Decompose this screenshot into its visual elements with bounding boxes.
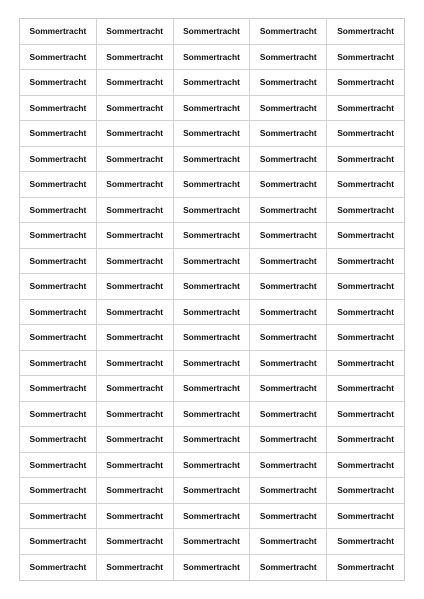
label-cell: Sommertracht [250,223,327,249]
label-cell: Sommertracht [20,249,97,275]
label-cell: Sommertracht [327,325,404,351]
label-cell: Sommertracht [20,172,97,198]
label-sheet [19,18,405,581]
label-cell: Sommertracht [174,249,251,275]
label-cell: Sommertracht [20,376,97,402]
label-cell: Sommertracht [250,249,327,275]
label-cell: Sommertracht [97,504,174,530]
label-cell: Sommertracht [20,351,97,377]
label-cell: Sommertracht [174,274,251,300]
label-cell: Sommertracht [97,376,174,402]
label-cell: Sommertracht [20,147,97,173]
label-cell: Sommertracht [327,172,404,198]
label-cell: Sommertracht [174,453,251,479]
label-cell: Sommertracht [250,274,327,300]
label-cell: Sommertracht [174,147,251,173]
label-cell: Sommertracht [97,351,174,377]
label-cell: Sommertracht [97,300,174,326]
label-cell: Sommertracht [20,427,97,453]
label-cell: Sommertracht [97,453,174,479]
label-cell: Sommertracht [250,351,327,377]
label-cell: Sommertracht [327,223,404,249]
label-cell: Sommertracht [174,198,251,224]
label-cell: Sommertracht [250,402,327,428]
label-cell: Sommertracht [174,351,251,377]
label-cell: Sommertracht [327,376,404,402]
label-cell: Sommertracht [20,19,97,45]
label-cell: Sommertracht [174,70,251,96]
label-cell: Sommertracht [97,274,174,300]
label-cell: Sommertracht [327,19,404,45]
label-cell: Sommertracht [250,427,327,453]
label-cell: Sommertracht [20,529,97,555]
label-cell: Sommertracht [174,427,251,453]
label-cell: Sommertracht [250,147,327,173]
label-cell: Sommertracht [20,300,97,326]
label-cell: Sommertracht [250,453,327,479]
label-cell: Sommertracht [174,478,251,504]
label-cell: Sommertracht [327,121,404,147]
label-cell: Sommertracht [250,70,327,96]
label-cell: Sommertracht [174,300,251,326]
label-cell: Sommertracht [174,172,251,198]
label-cell: Sommertracht [250,198,327,224]
label-cell: Sommertracht [20,70,97,96]
label-cell: Sommertracht [97,555,174,581]
label-cell: Sommertracht [250,45,327,71]
label-cell: Sommertracht [174,529,251,555]
label-cell: Sommertracht [250,325,327,351]
label-cell: Sommertracht [250,96,327,122]
label-cell: Sommertracht [20,453,97,479]
label-cell: Sommertracht [250,172,327,198]
label-cell: Sommertracht [174,555,251,581]
label-cell: Sommertracht [97,249,174,275]
label-cell: Sommertracht [20,504,97,530]
label-cell: Sommertracht [97,19,174,45]
label-cell: Sommertracht [327,478,404,504]
label-cell: Sommertracht [97,121,174,147]
label-cell: Sommertracht [327,504,404,530]
label-cell: Sommertracht [174,402,251,428]
label-cell: Sommertracht [20,402,97,428]
label-cell: Sommertracht [20,198,97,224]
label-cell: Sommertracht [97,427,174,453]
label-cell: Sommertracht [250,555,327,581]
label-cell: Sommertracht [327,198,404,224]
label-cell: Sommertracht [20,96,97,122]
label-cell: Sommertracht [174,121,251,147]
label-cell: Sommertracht [20,325,97,351]
label-cell: Sommertracht [327,453,404,479]
label-cell: Sommertracht [174,223,251,249]
label-cell: Sommertracht [20,223,97,249]
label-cell: Sommertracht [97,70,174,96]
label-cell: Sommertracht [250,478,327,504]
label-cell: Sommertracht [97,223,174,249]
label-cell: Sommertracht [20,274,97,300]
label-cell: Sommertracht [20,478,97,504]
label-cell: Sommertracht [174,504,251,530]
label-cell: Sommertracht [327,96,404,122]
label-cell: Sommertracht [337,562,394,573]
label-cell: Sommertracht [327,402,404,428]
label-cell: Sommertracht [327,147,404,173]
label-cell: Sommertracht [97,172,174,198]
label-cell: Sommertracht [20,555,97,581]
label-cell: Sommertracht [174,325,251,351]
label-cell: Sommertracht [250,300,327,326]
label-cell: Sommertracht [327,45,404,71]
label-cell: Sommertracht [250,19,327,45]
label-cell: Sommertracht [327,274,404,300]
label-cell: Sommertracht [97,198,174,224]
label-cell: Sommertracht [174,96,251,122]
label-cell: Sommertracht [327,529,404,555]
label-cell: Sommertracht [327,70,404,96]
label-cell: Sommertracht [174,19,251,45]
label-cell: Sommertracht [327,300,404,326]
label-cell: Sommertracht [250,376,327,402]
label-cell: Sommertracht [97,478,174,504]
label-cell: Sommertracht [250,504,327,530]
label-cell: Sommertracht [327,249,404,275]
label-cell: Sommertracht [97,147,174,173]
label-cell: Sommertracht [250,121,327,147]
label-cell: Sommertracht [327,427,404,453]
label-cell: Sommertracht [174,45,251,71]
label-cell: Sommertracht [97,325,174,351]
label-cell: Sommertracht [174,376,251,402]
label-cell: Sommertracht [97,529,174,555]
label-cell: Sommertracht [20,121,97,147]
label-cell: Sommertracht [327,351,404,377]
label-cell: Sommertracht [97,402,174,428]
label-cell: Sommertracht [250,529,327,555]
label-cell: Sommertracht [20,45,97,71]
label-cell: Sommertracht [97,45,174,71]
label-cell: Sommertracht [97,96,174,122]
